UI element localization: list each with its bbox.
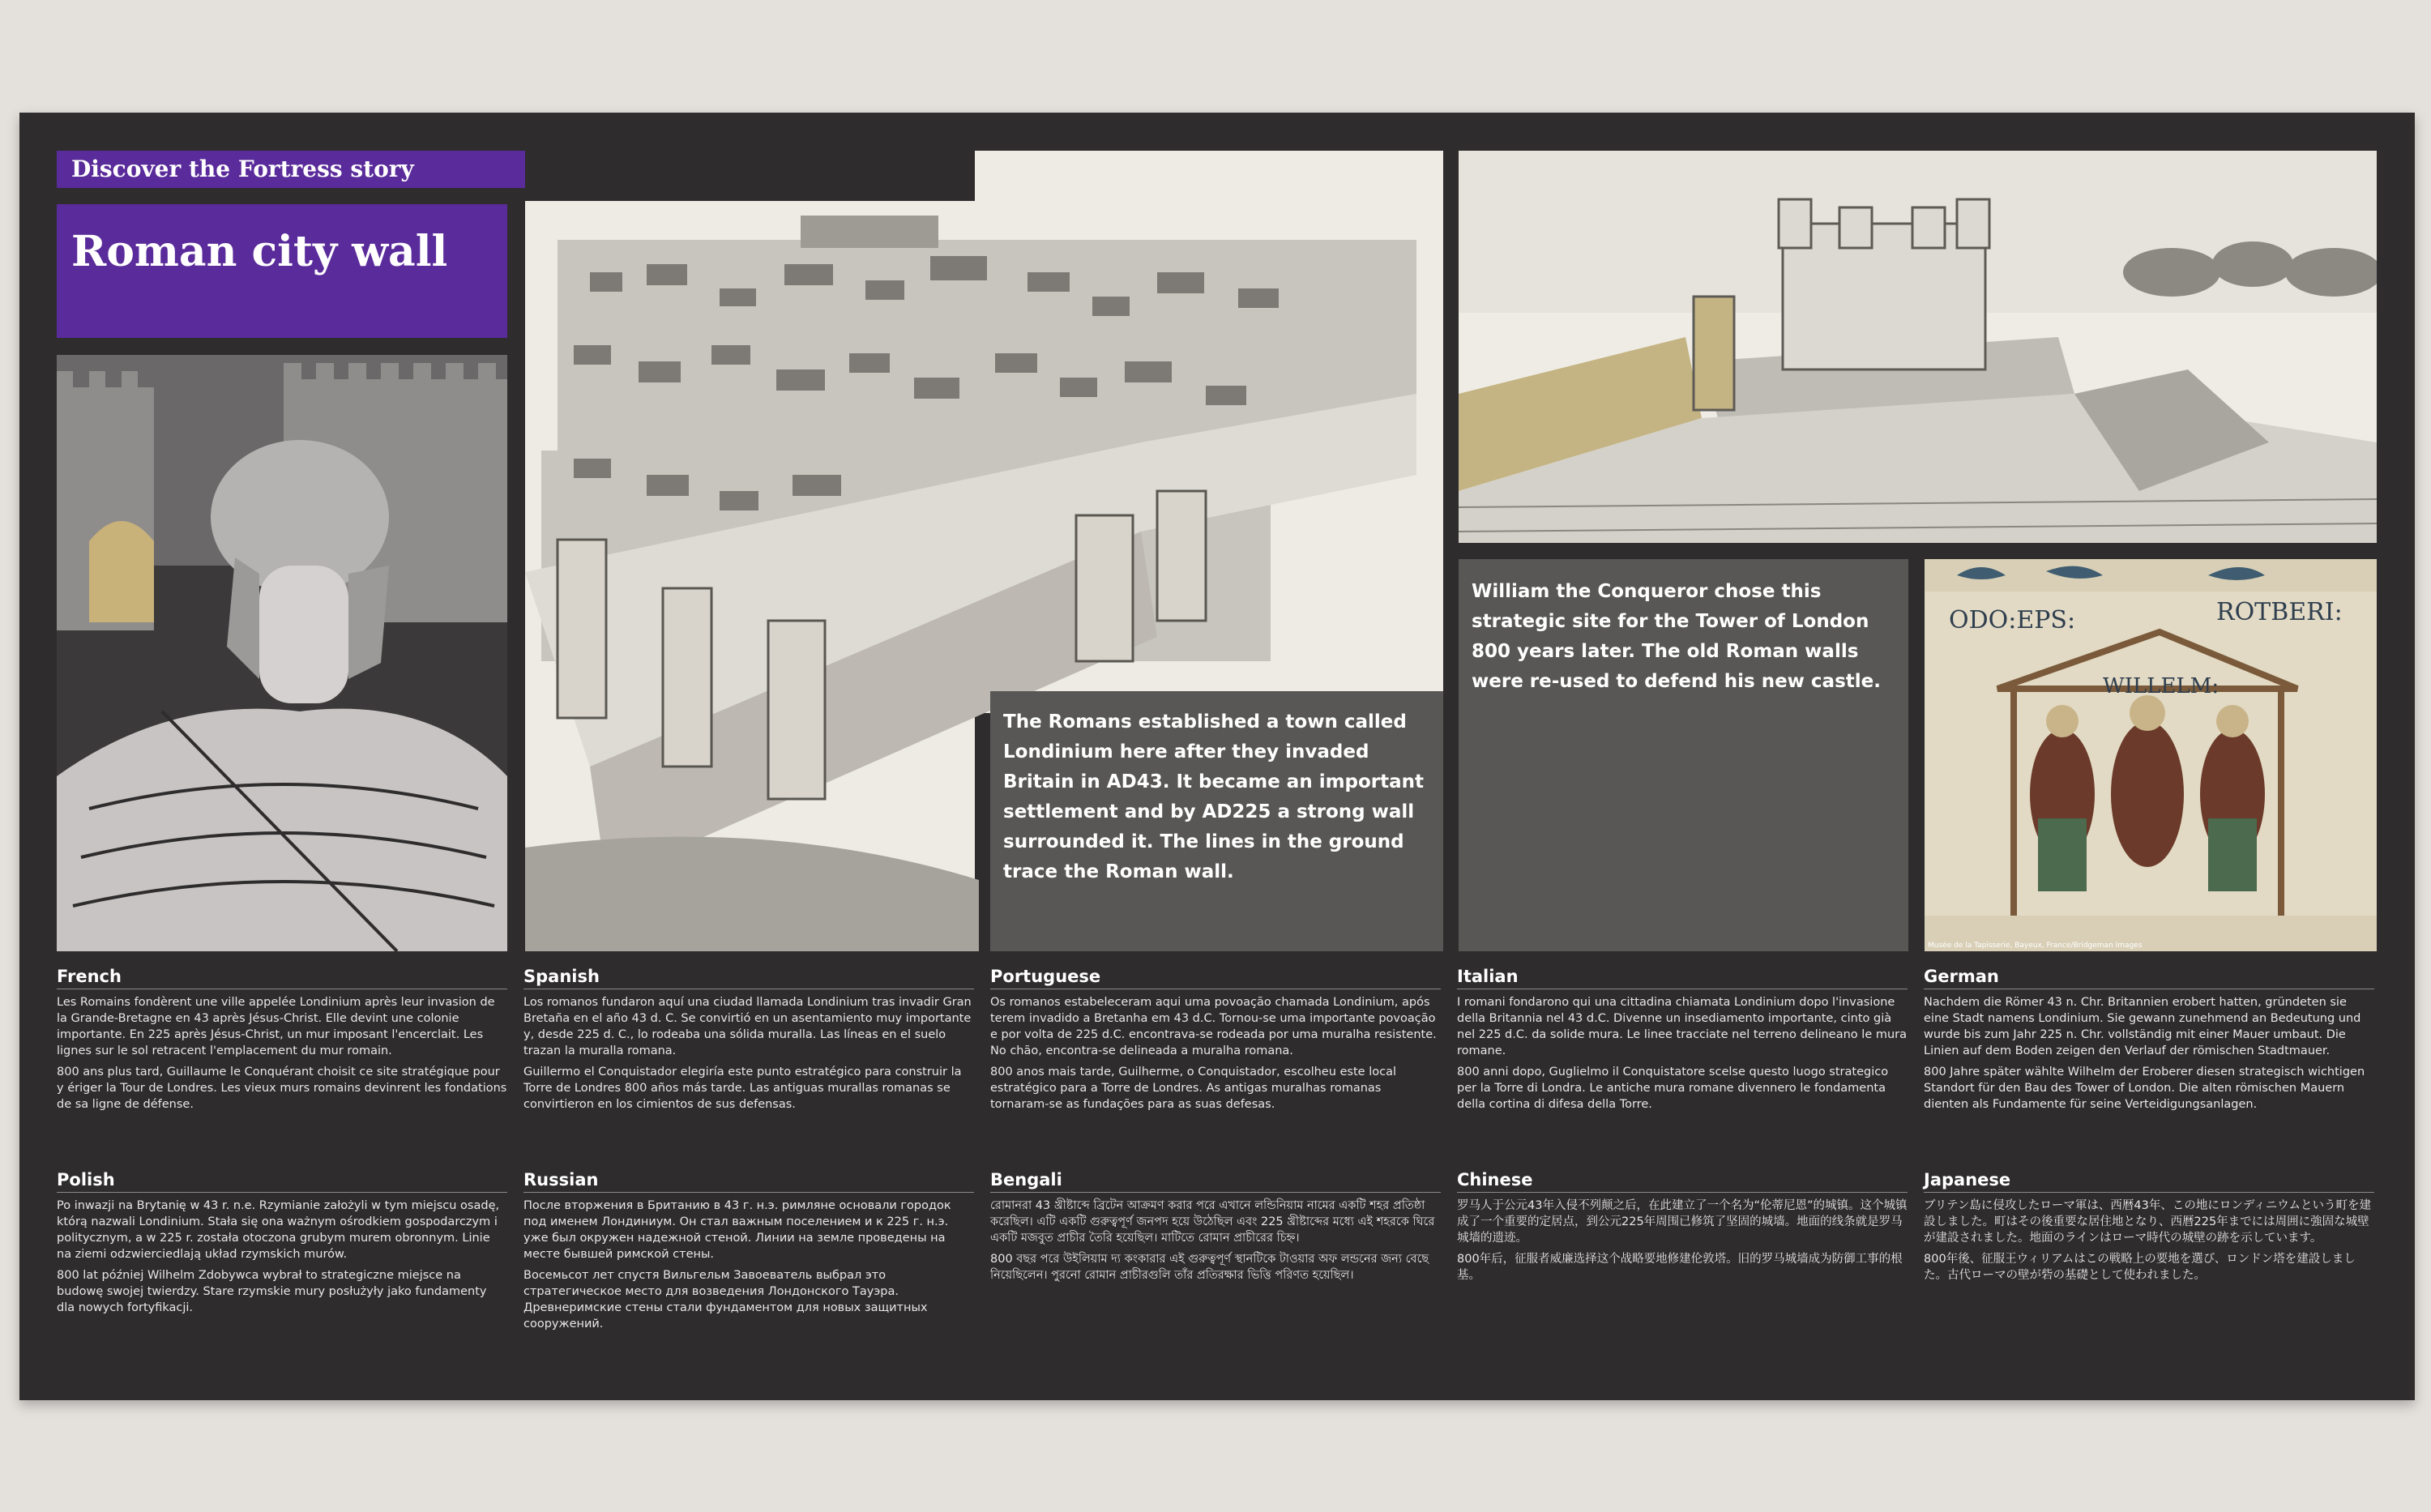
- translation-portuguese: [990, 967, 1441, 1113]
- translation-german: [1924, 967, 2374, 1113]
- translation-polish: [57, 1170, 507, 1316]
- translation-spanish: [523, 967, 974, 1113]
- translation-russian: [523, 1170, 974, 1332]
- translation-paragraph: রোমানরা 43 খ্রীষ্টাব্দে ব্রিটেন আক্রমণ করার পরে এখানে লন্ডিনিয়াম নামের একটি শহর প্রতিষ্ঠা করেছিল। এটি একটি গুরুত্বপূর্ণ জনপদ হয়ে উঠেছিল এবং 225 খ্রীষ্টাব্দের মধ্যে এই শহরকে ঘিরে একটি মজবুত প্রাচীর তৈরি হয়েছিল। মাটিতে রোমান প্রাচীরের চিহ্ন।: [990, 1199, 1435, 1245]
- translation-paragraph: Les Romains fondèrent une ville appelée Londinium après leur invasion de la Grande-Bretagne en 43 après Jésus-Christ. Elle devint une colonie importante. En 225 après Jésus-Christ, un mur imposant l'encerclait. Les lignes sur le sol retracent l'emplacement du mur romain.: [57, 996, 495, 1057]
- section-banner: Discover the Fortress story: [57, 151, 975, 188]
- translation-paragraph: 800 lat później Wilhelm Zdobywca wybrał to strategiczne miejsce na budowę swojej twierdzy. Stare rzymskie mury posłużyły jako fundamenty dla nowych fortyfikacji.: [57, 1269, 487, 1314]
- translation-paragraph: 800 Jahre später wählte Wilhelm der Eroberer diesen strategisch wichtigen Standort für den Bau des Tower of London. Die alten römischen Mauern dienten als Fundamente für seine Verteidigungsanlagen.: [1924, 1066, 2365, 1111]
- translation-paragraph: ブリテン島に侵攻したローマ軍は、西暦43年、この地にロンディニウムという町を建設しました。町はその後重要な居住地となり、西暦225年までには周囲に強固な城壁が建設されました。地面のラインはローマ時代の城壁の跡を示しています。: [1924, 1199, 2372, 1245]
- william-callout: [1459, 559, 1908, 951]
- translation-paragraph: Os romanos estabeleceram aqui uma povoação chamada Londinium, após terem invadido a Bretanha em 43 d.C. Tornou-se uma importante povoação e por volta de 225 d.C. encontrava-se rodeada por uma muralha resistente. No chão, encontra-se delineada a muralha romana.: [990, 996, 1437, 1057]
- translation-paragraph: Восемьсот лет спустя Вильгельм Завоеватель выбрал это стратегическое место для возведения Лондонского Тауэра. Древнеримские стены стали фундаментом для новых защитных сооружений.: [523, 1269, 928, 1330]
- translation-paragraph: 罗马人于公元43年入侵不列颠之后，在此建立了一个名为“伦蒂尼恩”的城镇。这个城镇成了一个重要的定居点，到公元225年周围已修筑了坚固的城墙。地面的线条就是罗马城墙的遗迹。: [1457, 1199, 1908, 1245]
- tapestry-inscription-right: ROTBERI:: [2216, 598, 2343, 626]
- translation-paragraph: Los romanos fundaron aquí una ciudad llamada Londinium tras invadir Gran Bretaña en el año 43 d. C. Se convirtió en un asentamiento muy importante y, desde 225 d. C., lo rodeaba una sólida muralla. Las líneas en el suelo trazan la muralla romana.: [523, 996, 972, 1057]
- language-heading: Chinese: [1457, 1170, 1908, 1193]
- romans-callout-text: The Romans established a town called Londinium here after they invaded Britain in AD43. It became an important settlement and by AD225 a strong wall surrounded it. The lines in the ground trace the Roman wall.: [1003, 711, 1425, 882]
- translation-french: [57, 967, 507, 1113]
- translation-paragraph: 800年後、征服王ウィリアムはこの戦略上の要地を選び、ロンドン塔を建設しました。古代ローマの壁が砦の基礎として使われました。: [1924, 1253, 2356, 1282]
- translation-japanese: [1924, 1170, 2374, 1283]
- language-heading: Polish: [57, 1170, 507, 1193]
- translation-bengali: [990, 1170, 1441, 1283]
- translation-paragraph: 800 anos mais tarde, Guilherme, o Conquistador, escolheu este local estratégico para a Torre de Londres. As antigas muralhas romanas tornaram-se as fundações para as suas defesas.: [990, 1066, 1396, 1111]
- tower-of-london-illustration: [1459, 151, 2377, 543]
- tapestry-inscription-center: WILLELM:: [2103, 674, 2220, 698]
- william-callout-text: William the Conqueror chose this strategic site for the Tower of London 800 years later. The old Roman walls were re-used to defend his new castle.: [1472, 581, 1881, 692]
- translation-paragraph: I romani fondarono qui una cittadina chiamata Londinium dopo l'invasione della Britannia nel 43 d.C. Divenne un insediamento importante, cinto già nel 225 d.C. da solide mura. Le linee tracciate nel terreno delineano le mura romane.: [1457, 996, 1908, 1057]
- translation-paragraph: 800 anni dopo, Guglielmo il Conquistatore scelse questo luogo strategico per la Torre di Londra. Le antiche mura romane divennero le fondamenta della cortina di difesa della Torre.: [1457, 1066, 1889, 1111]
- language-heading: Japanese: [1924, 1170, 2374, 1193]
- language-heading: Russian: [523, 1170, 974, 1193]
- translation-paragraph: Po inwazji na Brytanię w 43 r. n.e. Rzymianie założyli w tym miejscu osadę, którą nazwali Londinium. Stała się ona ważnym ośrodkiem gospodarczym i politycznym, a w 225 r. została otoczona grubym murem obronnym. Linie na ziemi odzwierciedlają układ rzymskich murów.: [57, 1199, 500, 1261]
- image-credit: Musée de la Tapisserie, Bayeux, France/Bridgeman Images: [1928, 942, 2143, 950]
- page-title: Roman city wall: [57, 204, 507, 338]
- translation-italian: [1457, 967, 1908, 1113]
- translation-paragraph: Nachdem die Römer 43 n. Chr. Britannien erobert hatten, gründeten sie eine Stadt namens Londinium. Sie gewann zunehmend an Bedeutung und wurde bis zum Jahr 225 n. Chr. vollständig mit einer Mauer umbaut. Die Linien auf dem Boden zeigen den Verlauf der römischen Stadtmauer.: [1924, 996, 2361, 1057]
- language-heading: Portuguese: [990, 967, 1441, 989]
- roman-soldier-illustration: [57, 355, 507, 951]
- language-heading: Spanish: [523, 967, 974, 989]
- translation-paragraph: После вторжения в Британию в 43 г. н.э. римляне основали городок под именем Лондиниум. Он стал важным поселением и к 225 г. н.э. уже был окружен надежной стеной. Линии на земле проведены на месте бывшей римской стены.: [523, 1199, 951, 1261]
- romans-callout: [990, 691, 1443, 951]
- language-heading: French: [57, 967, 507, 989]
- language-heading: Italian: [1457, 967, 1908, 989]
- translation-paragraph: 800 বছর পরে উইলিয়াম দ্য কংকারার এই গুরুত্বপূর্ণ স্থানটিকে টাওয়ার অফ লন্ডনের জন্য বেছে নিয়েছিলেন। পুরনো রোমান প্রাচীরগুলি তাঁর প্রতিরক্ষার ভিত্তি পরিণত হয়েছিল।: [990, 1253, 1429, 1282]
- interpretation-panel: [19, 113, 2415, 1400]
- language-heading: German: [1924, 967, 2374, 989]
- translation-paragraph: 800年后，征服者威廉选择这个战略要地修建伦敦塔。旧的罗马城墙成为防御工事的根基。: [1457, 1253, 1903, 1282]
- language-heading: Bengali: [990, 1170, 1441, 1193]
- bayeux-tapestry-image: [1925, 559, 2377, 951]
- tapestry-inscription-left: ODO:EPS:: [1949, 606, 2076, 634]
- translation-paragraph: 800 ans plus tard, Guillaume le Conquérant choisit ce site stratégique pour y ériger la Tour de Londres. Les vieux murs romains devinrent les fondations de sa ligne de défense.: [57, 1066, 507, 1111]
- translation-paragraph: Guillermo el Conquistador elegiría este punto estratégico para construir la Torre de Londres 800 años más tarde. Las antiguas murallas romanas se convirtieron en los cimientos de sus defensas.: [523, 1066, 962, 1111]
- translation-chinese: [1457, 1170, 1908, 1283]
